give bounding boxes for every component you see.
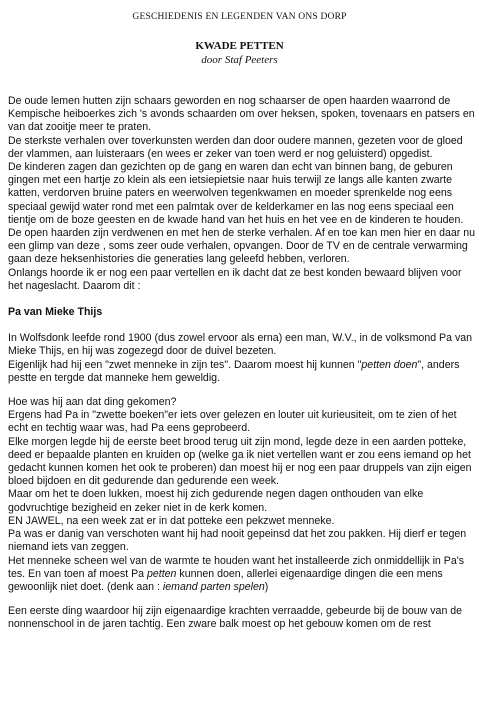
intro-paragraph: De kinderen zagen dan gezichten op de gang en waren dan echt van binnen bang, de geburen gingen met een hartje zo klein als een ietsiepietsie naar huis terwijl ze langs alle kanten zwarte katten, verdorven bruine paters en weerwolven tegenkwamen en moeder sprenkelde nog eens speciaal gewijd water rond met een palmtak over de kelderkamer en las nog eens speciaal een tientje om de boze geesten en de kwade hand van het huis en het vee en de kinderen te houden. [8, 161, 464, 226]
body-paragraph: EN JAWEL, na een week zat er in dat potteke een pekzwet menneke. [8, 514, 335, 527]
question-line: Hoe was hij aan dat ding gekomen? [8, 396, 177, 409]
text-run: Eigenlijk had hij een "zwet menneke in zijn tes". Daarom moest hij kunnen " [8, 358, 362, 371]
emphasis-text: petten [146, 567, 177, 580]
article-body [8, 95, 476, 632]
emphasis-text: petten doen [361, 358, 418, 371]
text-run: kunnen doen, allerlei eigenaardige dingen die een mens gewoonlijk niet doet. (denk aan : [8, 567, 443, 593]
body-paragraph [8, 555, 476, 595]
intro-paragraph: De oude lemen hutten zijn schaars geworden en nog schaarser de open haarden waarrond de Kempische heiboerkes zich 's avonds schaarden om over heksen, spoken, tovenaars en patsers en van dat zooitje meer te praten. [8, 95, 475, 134]
text-run: Het menneke scheen wel van de warmte te houden want het installeerde zich onmiddellijk in Pa's tes. En van toen af moest Pa [8, 554, 465, 580]
intro-paragraph: Onlangs hoorde ik er nog een paar vertellen en ik dacht dat ze best konden bewaard blijven voor het nageslacht. Daarom dit : [8, 266, 462, 292]
body-paragraph [8, 359, 476, 385]
body-paragraph: Een eerste ding waardoor hij zijn eigenaardige krachten verraadde, gebeurde bij de bouw van de nonnenschool in de jaren tachtig. Een zware balk moest op het gebouw komen om de rest [8, 605, 463, 631]
body-paragraph: Maar om het te doen lukken, moest hij zich gedurende negen dagen onthouden van elke godvruchtige bezigheid en zeker niet in de kerk komen. [8, 488, 424, 514]
body-paragraph: In Wolfsdonk leefde rond 1900 (dus zowel ervoor als erna) een man, W.V., in de volksmond Pa van Mieke Thijs, en hij was zogezegd door de duivel bezeten. [8, 332, 473, 358]
body-paragraph: Pa was er danig van verschoten want hij had nooit gepeinsd dat het zou pakken. Hij dierf er tegen niemand iets van zeggen. [8, 528, 467, 554]
article-author: door Staf Peeters [201, 54, 278, 66]
article-title: KWADE PETTEN [195, 40, 284, 52]
running-header: GESCHIEDENIS EN LEGENDEN VAN ONS DORP [132, 12, 347, 22]
emphasis-text: iemand parten spelen [162, 580, 265, 593]
text-run: ) [264, 580, 269, 593]
intro-paragraph: De open haarden zijn verdwenen en met hen de sterke verhalen. Af en toe kan men hier en daar nu een glimp van deze , soms zeer oude verhalen, opvangen. Door de TV en de centrale verwarming gaan deze heksenhistories die generaties lang geleefd hebben, verloren. [8, 227, 476, 266]
intro-paragraph: De sterkste verhalen over toverkunsten werden dan door oudere mannen, gezeten voor de gloed der vlammen, aan luisteraars (en wees er zeker van toen werd er nog geluisterd) opgedist. [8, 134, 463, 160]
text-run: ", anders pestte en tergde dat manneke hem geweldig. [8, 358, 460, 384]
section-heading: Pa van Mieke Thijs [8, 306, 103, 319]
body-paragraph: Ergens had Pa in "zwette boeken"er iets over gelezen en louter uit kurieusiteit, om te zien of het echt en techtig waar was, had Pa eens geprobeerd. [8, 409, 457, 435]
body-paragraph: Elke morgen legde hij de eerste beet brood terug uit zijn mond, legde deze in een aarden potteke, deed er bepaalde planten en kruiden op (welke ga ik niet vertellen want er zou eens iemand op het gedacht kunnen komen het ook te proberen) dan moest hij er nog een paar druppels van zijn eigen bloed bijdoen en dit gedurende dan gedurende een week. [8, 435, 472, 488]
